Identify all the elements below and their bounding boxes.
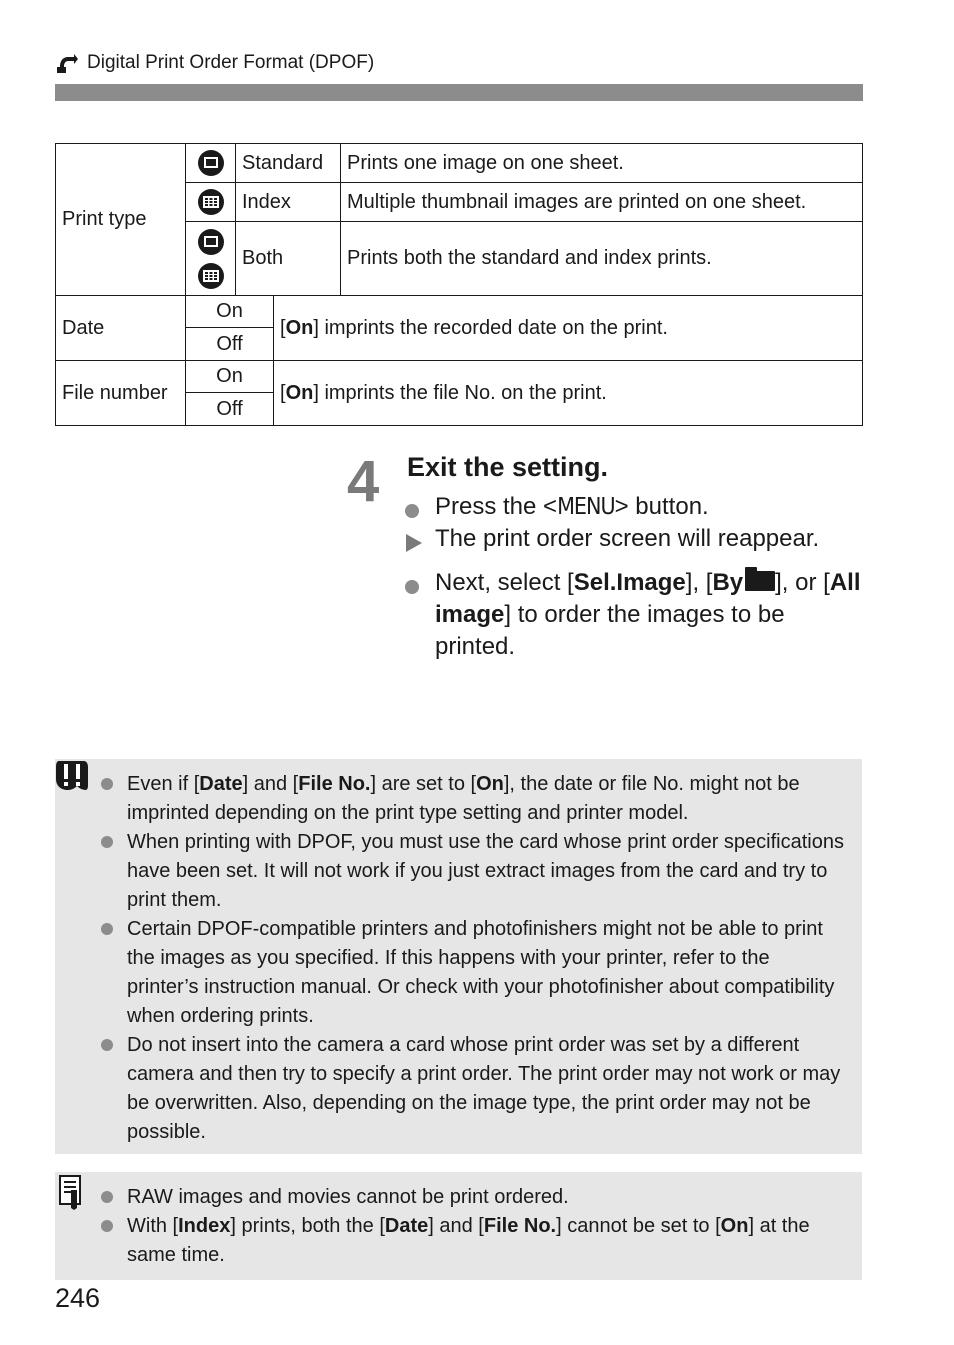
date-desc: [On] imprints the recorded date on the print. [274,296,863,361]
step-number: 4 [347,449,380,514]
table-row [56,361,863,393]
step-title: Exit the setting. [407,452,609,482]
both-icon-cell [186,222,236,296]
folder-icon [745,571,775,591]
standard-icon-cell [186,144,236,183]
date-label: Date [56,296,186,361]
menu-button-label: MENU [557,494,615,520]
file-number-label: File number [56,361,186,426]
caution-list [99,770,846,1147]
print-type-label: Print type [56,144,186,296]
standard-name: Standard [236,144,341,183]
print-icon [57,52,79,74]
step-result-line: The print order screen will reappear. [403,528,863,555]
memo-list [99,1183,846,1270]
index-name: Index [236,183,341,222]
caution-icon [55,759,89,793]
list-item: Certain DPOF-compatible printers and photofinishers might not be able to print the images as you specified. If this happens with your printer, refer to the printer’s instruction manual. Or check with your photofinisher about compatibility when ordering prints. [99,915,846,1031]
table-row [56,144,863,183]
page-number: 246 [55,1283,101,1313]
file-number-on: On [186,361,274,393]
memo-box [55,1172,862,1280]
index-print-icon [197,188,225,216]
table-row [56,296,863,328]
memo-icon [57,1174,87,1210]
bullet-dot [405,580,419,594]
list-item: Even if [Date] and [File No.] are set to [On], the date or file No. might not be imprinted depending on the print type setting and printer model. [99,770,846,828]
both-print-icon [197,227,225,291]
step-bullet-2: Next, select [Sel.Image], [By ], or [All image] to order the images to be printed. [403,572,863,663]
list-item: RAW images and movies cannot be print ordered. [99,1183,846,1212]
bullet-dot [405,504,419,518]
standard-print-icon [197,149,225,177]
file-number-off: Off [186,393,274,426]
list-item: With [Index] prints, both the [Date] and [File No.] cannot be set to [On] at the same time. [99,1212,846,1270]
list-item: Do not insert into the camera a card whose print order was set by a different camera and then try to specify a print order. The print order may not work or may be overwritten. Also, depending on the image type, the print order may not be possible. [99,1031,846,1147]
result-arrow-icon [406,534,422,552]
print-settings-table [55,143,863,426]
both-name: Both [236,222,341,296]
list-item: When printing with DPOF, you must use the card whose print order specifications have been set. It will not work if you just extract images from the card and try to print them. [99,828,846,915]
page-header [57,50,374,76]
file-number-desc: [On] imprints the file No. on the print. [274,361,863,426]
step-bullet-1: Press the <MENU> button. [403,496,863,523]
index-desc: Multiple thumbnail images are printed on one sheet. [341,183,863,222]
date-on: On [186,296,274,328]
date-off: Off [186,328,274,361]
standard-desc: Prints one image on one sheet. [341,144,863,183]
header-title: Digital Print Order Format (DPOF) [87,52,375,73]
both-desc: Prints both the standard and index prints. [341,222,863,296]
header-divider-bar [55,84,863,101]
index-icon-cell [186,183,236,222]
caution-box [55,759,862,1154]
